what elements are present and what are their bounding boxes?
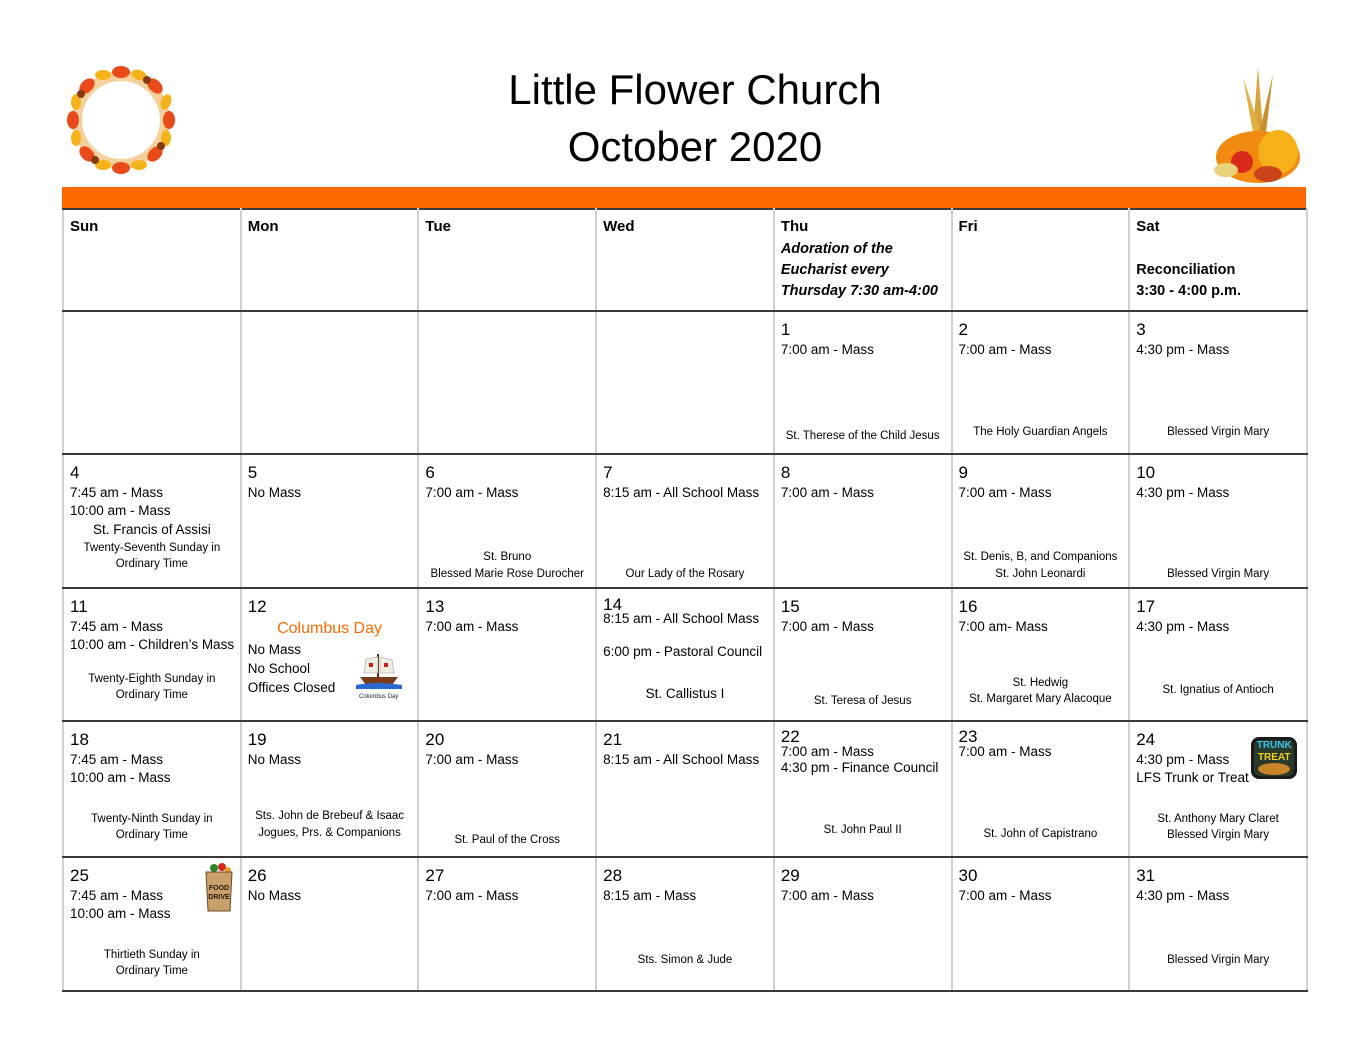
event-text: 4:30 pm - Mass [1136,484,1230,500]
event-text: 10:00 am - Children’s Mass [70,636,235,652]
day-cell [241,588,419,721]
harvest-cornucopia-icon [1208,62,1308,188]
day-cell [596,721,774,856]
saint-text: Sts. John de Brebeuf & Isaac [255,810,405,823]
weekday-label: Thu [780,218,809,235]
saint-text: Blessed Marie Rose Durocher [430,567,584,580]
day-number: 30 [958,865,978,885]
day-cell [1129,588,1307,721]
food-icon-label: FOOD [208,884,230,892]
saint-text: St. John Leonardi [995,567,1086,580]
event-text: No Mass [247,887,301,903]
weekday-label: Fri [958,218,978,235]
columbus-day-label: Columbus Day [277,619,383,637]
weekday-label: Sat [1136,218,1160,235]
weekday-header-row [63,209,1307,311]
day-number: 15 [780,596,800,616]
adoration-note [781,239,938,302]
day-number: 16 [958,596,978,616]
event-text: No Mass [247,752,301,768]
event-text: 8:15 am - All School Mass [603,484,760,500]
liturgical-text: Ordinary Time [115,829,188,842]
event-text: 7:00 am - Mass [780,618,874,634]
day-number: 29 [780,865,800,885]
event-text: 7:00 am - Mass [780,484,874,500]
day-number: 2 [958,320,968,340]
day-cell [418,721,596,856]
day-cell [774,311,952,453]
event-text: 7:45 am - Mass [70,484,164,500]
saint-text: Blessed Virgin Mary [1167,426,1270,439]
event-text: 7:00 am - Mass [958,342,1052,358]
day-number: 1 [780,320,791,340]
day-number: 25 [70,865,89,885]
day-number: 26 [247,865,267,885]
saint-text: St. Paul of the Cross [454,834,560,847]
event-text: 4:30 pm - Mass [1136,887,1230,903]
adoration-note-line: Eucharist every [780,262,889,278]
saint-text: Sts. Simon & Jude [637,953,733,966]
weekday-label: Mon [247,218,279,235]
day-cell [952,721,1130,856]
day-number: 5 [247,462,258,482]
event-text: 7:45 am - Mass [70,887,164,903]
day-number: 19 [247,730,267,750]
weekday-header-tue [418,209,596,311]
event-text: 7:00 am - Mass [425,752,519,768]
event-text: 4:30 pm - Mass [1136,342,1230,358]
weekday-header-thu [774,209,952,311]
day-number: 9 [958,462,968,482]
day-cell [418,454,596,588]
event-text: 8:15 am - All School Mass [603,610,760,626]
day-cell [63,721,241,856]
day-number: 24 [1136,730,1156,750]
day-cell [63,454,241,588]
liturgical-text: Twenty-Seventh Sunday in [83,541,221,554]
header-accent-bar [62,187,1306,208]
day-cell [952,588,1130,721]
columbus-icon-caption: Columbus Day [359,693,399,700]
day-cell [1129,721,1307,856]
trunk-or-treat-icon [1250,736,1298,780]
page-subtitle-month: October 2020 [567,123,823,170]
weekday-header-wed [596,209,774,311]
weekday-header-sat [1129,209,1307,311]
day-number: 7 [603,462,613,482]
event-text: 4:30 pm - Finance Council [780,760,939,776]
saint-text: Jogues, Prs. & Companions [258,827,401,840]
day-cell [418,857,596,991]
weekday-header-sun [63,209,241,311]
saint-text: The Holy Guardian Angels [973,426,1108,439]
day-number: 12 [247,596,267,616]
day-cell [952,311,1130,453]
weekday-header-fri [952,209,1130,311]
day-cell [1129,857,1307,991]
weekday-label: Wed [603,218,635,235]
event-text: LFS Trunk or Treat [1136,770,1249,786]
day-number: 14 [603,594,623,614]
event-text: 7:00 am - Mass [958,484,1052,500]
saint-text: St. John of Capistrano [983,828,1098,841]
saint-text: Blessed Virgin Mary [1167,953,1270,966]
calendar-grid [62,208,1308,992]
treat-icon-label: TREAT [1257,752,1291,764]
saint-text: St. Anthony Mary Claret [1157,813,1279,826]
day-cell [241,721,419,856]
event-text: 7:45 am - Mass [70,618,164,634]
day-number: 28 [603,865,623,885]
day-number: 18 [70,730,89,750]
day-number: 31 [1136,865,1156,885]
week-row [63,857,1307,991]
empty-day-cell [418,311,596,453]
saint-text: St. Ignatius of Antioch [1162,683,1274,696]
drive-icon-label: DRIVE [208,893,230,901]
day-cell [63,857,241,991]
saint-text: St. Callistus I [645,685,725,701]
saint-text: Blessed Virgin Mary [1167,829,1270,842]
saint-text: St. Hedwig [1012,676,1069,689]
day-number: 10 [1136,462,1156,482]
day-number: 23 [958,727,978,747]
reconciliation-note [1136,260,1241,302]
page-title: Little Flower Church [508,66,882,113]
event-text: 4:30 pm - Mass [1136,752,1230,768]
day-cell [774,454,952,588]
saint-text: St. Francis of Assisi [92,521,211,537]
event-text: 4:30 pm - Mass [1136,618,1230,634]
day-cell [1129,454,1307,588]
liturgical-text: Ordinary Time [115,964,188,977]
day-cell [596,857,774,991]
saint-text: Our Lady of the Rosary [625,567,745,580]
event-text: 7:00 am - Mass [425,618,519,634]
columbus-ship-icon [356,651,402,700]
liturgical-text: Twenty-Eighth Sunday in [88,672,216,685]
liturgical-text: Ordinary Time [115,557,188,570]
weekday-label: Sun [70,218,99,235]
day-cell [418,588,596,721]
event-text: 8:15 am - Mass [603,887,697,903]
saint-text: St. John Paul II [823,824,902,837]
event-text: 7:00 am - Mass [780,744,874,760]
liturgical-text: Ordinary Time [115,688,188,701]
empty-day-cell [596,311,774,453]
event-text: 10:00 am - Mass [70,502,171,518]
event-text: 10:00 am - Mass [70,770,171,786]
event-text: 6:00 pm - Pastoral Council [603,643,763,659]
saint-text: St. Margaret Mary Alacoque [969,692,1112,705]
day-cell [596,588,774,721]
event-text: 7:00 am - Mass [958,744,1052,760]
trunk-icon-label: TRUNK [1256,740,1292,752]
week-row [63,454,1307,588]
reconciliation-note-line: 3:30 - 4:00 p.m. [1136,283,1241,299]
day-number: 13 [425,596,445,616]
day-cell [774,857,952,991]
saint-text: St. Therese of the Child Jesus [785,430,940,443]
day-cell [774,721,952,856]
event-text: No Mass [247,641,301,657]
day-cell [241,454,419,588]
saint-text: St. Denis, B, and Companions [963,550,1118,563]
day-number: 11 [70,596,88,616]
event-text: 7:00 am - Mass [425,887,519,903]
event-text: 7:00 am - Mass [780,342,874,358]
saint-text: St. Bruno [483,550,532,563]
day-number: 22 [780,727,800,747]
event-text: 7:00 am - Mass [425,484,519,500]
saint-text: St. Teresa of Jesus [813,694,912,707]
food-drive-bag-icon [204,862,234,912]
day-cell [952,454,1130,588]
liturgical-text: Twenty-Ninth Sunday in [91,813,213,826]
day-number: 4 [70,462,80,482]
day-number: 20 [425,730,445,750]
weekday-label: Tue [425,218,451,235]
event-text: 7:00 am- Mass [958,618,1048,634]
event-text: 8:15 am - All School Mass [603,752,760,768]
adoration-note-line: Thursday 7:30 am-4:00 [780,283,938,299]
day-number: 8 [780,462,791,482]
day-cell [63,588,241,721]
empty-day-cell [241,311,419,453]
event-text: No School [247,660,310,676]
adoration-note-line: Adoration of the [780,241,893,257]
week-row [63,721,1307,856]
day-cell [596,454,774,588]
event-text: No Mass [247,484,301,500]
day-number: 21 [603,730,623,750]
event-text: 10:00 am - Mass [70,905,171,921]
day-number: 27 [425,865,445,885]
day-number: 3 [1136,320,1146,340]
event-text: 7:45 am - Mass [70,752,164,768]
liturgical-text: Thirtieth Sunday in [103,948,200,961]
event-text: 7:00 am - Mass [958,887,1052,903]
day-cell [952,857,1130,991]
event-text: Offices Closed [247,679,336,695]
day-cell [774,588,952,721]
event-text: 7:00 am - Mass [780,887,874,903]
saint-text: Blessed Virgin Mary [1167,567,1270,580]
day-number: 6 [425,462,435,482]
day-number: 17 [1136,596,1156,616]
reconciliation-note-line: Reconciliation [1136,262,1236,278]
empty-day-cell [63,311,241,453]
week-row [63,311,1307,453]
day-cell [241,857,419,991]
day-cell [1129,311,1307,453]
week-row [63,588,1307,721]
weekday-header-mon [241,209,419,311]
